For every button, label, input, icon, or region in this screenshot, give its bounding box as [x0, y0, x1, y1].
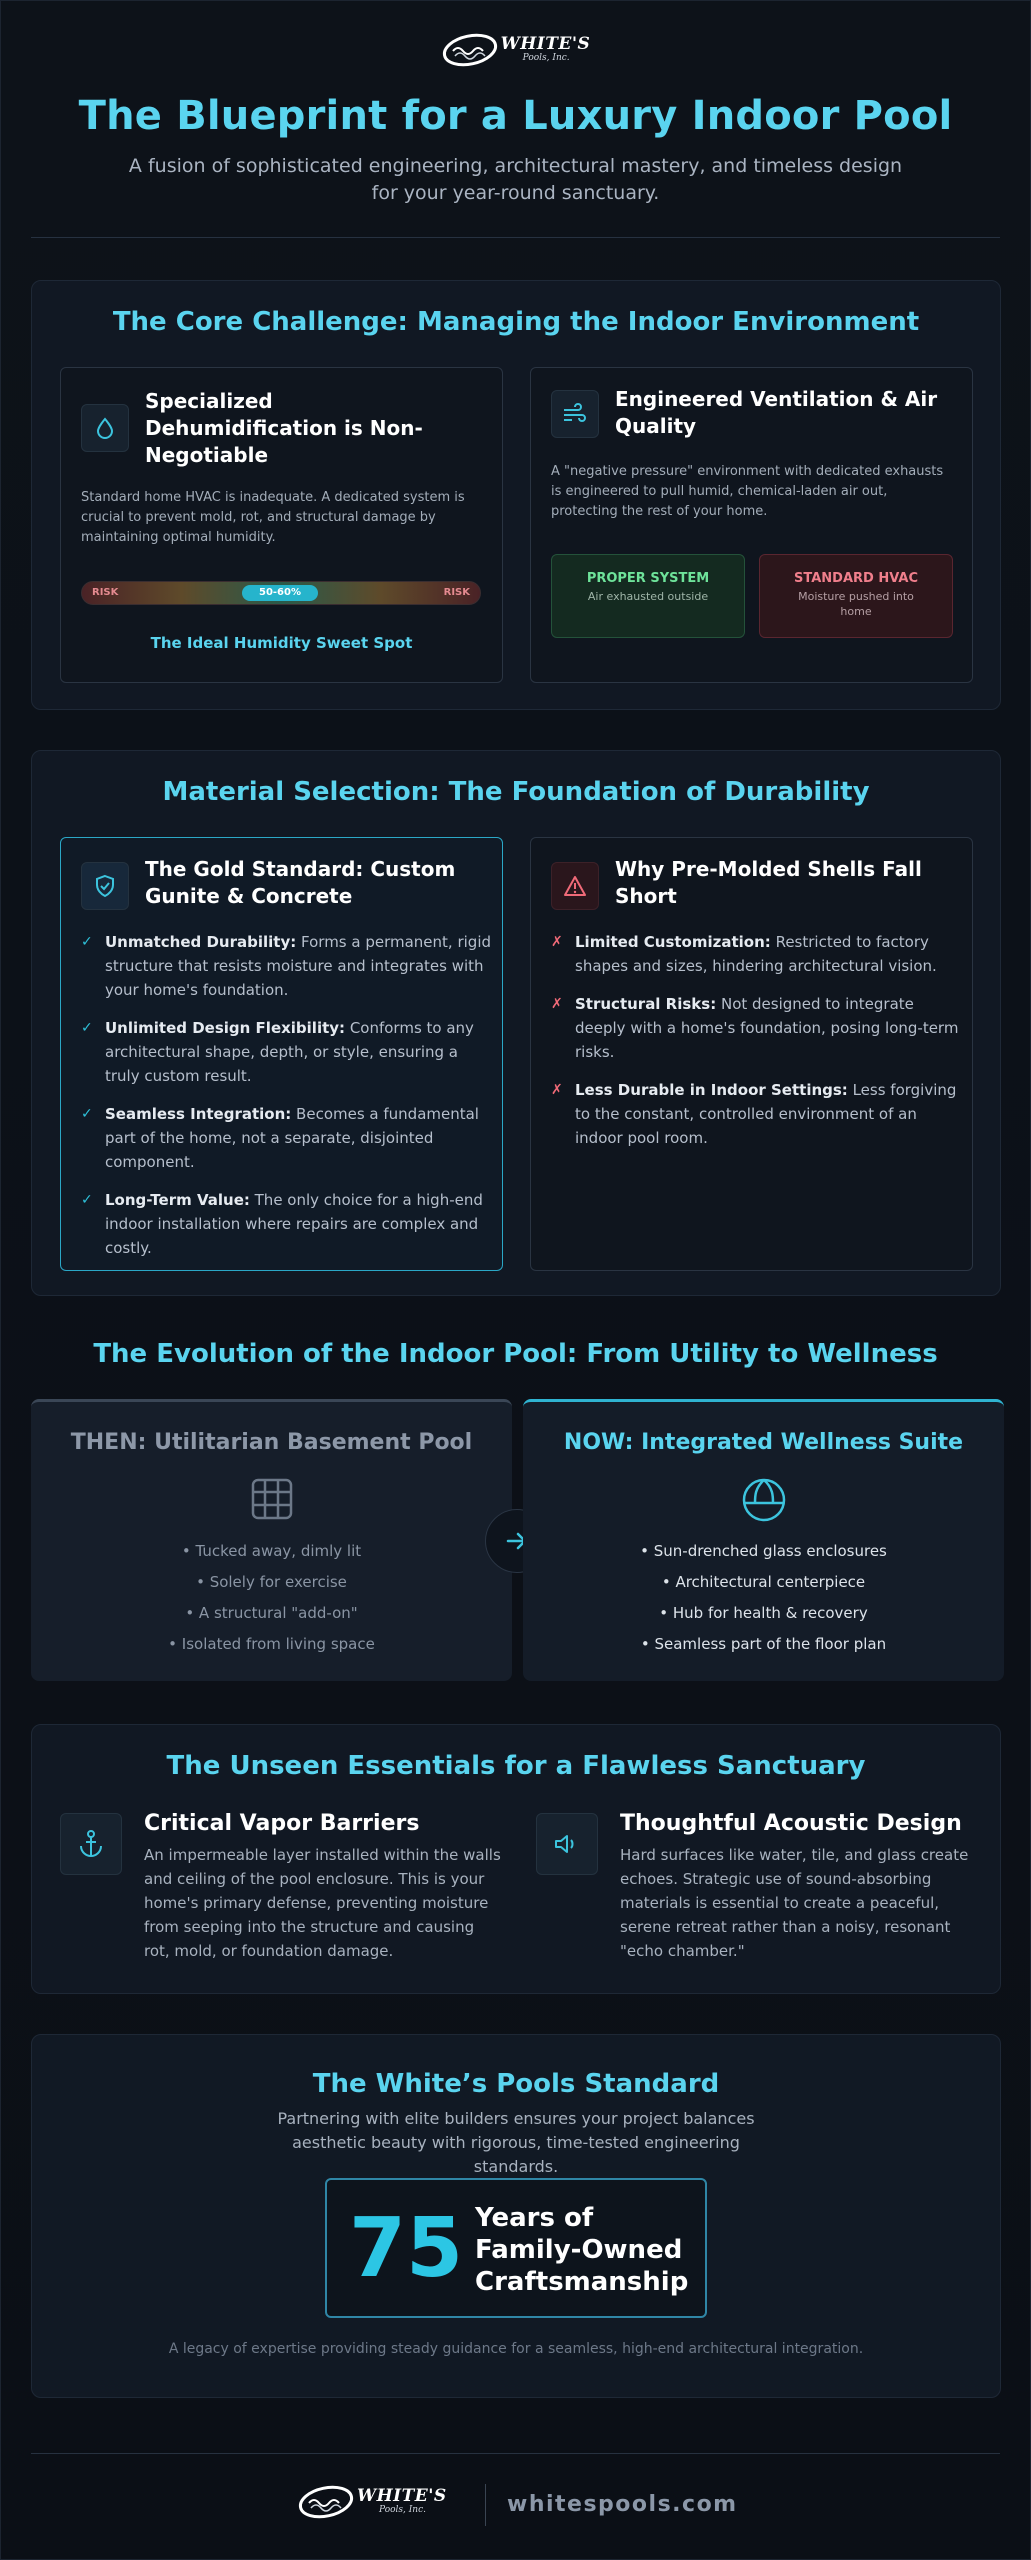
- ventilation-text: A "negative pressure" environment with dedicated exhausts is engineered to pull humid, chemical-laden air out, protecting the rest of your home.: [551, 464, 944, 519]
- dehumidification-title: Specialized Dehumidification is Non-Negotiable: [145, 389, 423, 467]
- pre-molded-card: [530, 837, 973, 1271]
- speaker-icon: [536, 1813, 598, 1875]
- core-challenge-section: [31, 280, 1001, 710]
- essentials-section: [31, 1724, 1001, 1994]
- humidity-gauge: [81, 581, 481, 605]
- list-item: • Solely for exercise: [196, 1573, 347, 1591]
- gold-standard-title: The Gold Standard: Custom Gunite & Concrete: [145, 857, 456, 908]
- acoustic-design-text: Hard surfaces like water, tile, and glass create echoes. Strategic use of sound-absorbing materials is essential to create a peaceful, serene retreat rather than a noisy, resonant "echo chamber.": [620, 1846, 969, 1960]
- proper-system-box: [551, 554, 745, 638]
- header-logo[interactable]: [1, 27, 1030, 71]
- list-item: • A structural "add-on": [185, 1604, 358, 1622]
- humidity-sweet-spot: 50-60%: [242, 585, 318, 601]
- pre-molded-title: Why Pre-Molded Shells Fall Short: [615, 857, 922, 908]
- page-title: The Blueprint for a Luxury Indoor Pool: [78, 93, 953, 139]
- ventilation-title: Engineered Ventilation & Air Quality: [615, 387, 938, 438]
- standard-footnote: A legacy of expertise providing steady guidance for a seamless, high-end architectural integration.: [168, 2341, 864, 2357]
- warning-icon: [551, 862, 599, 910]
- years-label: Years of Family-Owned Craftsmanship: [475, 2203, 689, 2297]
- list-item: ✗ Structural Risks: Not designed to integrate deeply with a home's foundation, posing long-term risks.: [551, 992, 961, 1064]
- list-item: • Sun-drenched glass enclosures: [640, 1542, 887, 1560]
- footer-divider: [31, 2453, 1000, 2454]
- logo-wordmark: WHITE'S: [500, 33, 591, 54]
- materials-title: Material Selection: The Foundation of Durability: [162, 777, 870, 807]
- logo-wordmark: WHITE'S: [357, 2485, 447, 2506]
- list-item: ✓ Seamless Integration: Becomes a fundamental part of the home, not a separate, disjointed component.: [81, 1102, 491, 1174]
- acoustic-design-title: Thoughtful Acoustic Design: [620, 1811, 962, 1836]
- footer-logo[interactable]: [297, 2479, 447, 2523]
- logo-wave-icon: [441, 27, 499, 71]
- list-item: • Seamless part of the floor plan: [640, 1635, 887, 1653]
- standard-title: The White’s Pools Standard: [312, 2069, 720, 2099]
- list-item: ✗ Limited Customization: Restricted to factory shapes and sizes, hindering architectural vision.: [551, 930, 961, 978]
- now-title: NOW: Integrated Wellness Suite: [563, 1430, 964, 1455]
- check-icon: ✓: [81, 1192, 93, 1208]
- x-icon: ✗: [551, 934, 563, 950]
- vapor-barriers-text: An impermeable layer installed within the walls and ceiling of the pool enclosure. This is your home's primary defense, preventing moisture from seeping into the structure and causing rot, mold, or foundation damage.: [144, 1846, 501, 1960]
- list-item: • Tucked away, dimly lit: [181, 1542, 362, 1560]
- list-item: • Isolated from living space: [168, 1635, 375, 1653]
- wind-icon: [551, 390, 599, 438]
- dehumidification-card: [60, 367, 503, 683]
- logo-tagline: Pools, Inc.: [522, 52, 570, 63]
- core-challenge-title: The Core Challenge: Managing the Indoor Environment: [112, 307, 920, 337]
- shield-check-icon: [81, 862, 129, 910]
- list-item: ✓ Unmatched Durability: Forms a permanent, rigid structure that resists moisture and integrates with your home's foundation.: [81, 930, 491, 1002]
- standard-hvac-box: [759, 554, 953, 638]
- risk-label-right: RISK: [443, 587, 470, 598]
- header-divider: [31, 237, 1000, 238]
- standard-text: Partnering with elite builders ensures your project balances aesthetic beauty with rigorous, time-tested engineering standards.: [277, 2109, 755, 2176]
- pre-molded-list: [551, 930, 961, 1164]
- x-icon: ✗: [551, 996, 563, 1012]
- anchor-icon: [60, 1813, 122, 1875]
- list-item: • Architectural centerpiece: [661, 1573, 866, 1591]
- check-icon: ✓: [81, 1106, 93, 1122]
- grid-icon: [31, 1476, 512, 1522]
- evolution-title: The Evolution of the Indoor Pool: From Utility to Wellness: [93, 1339, 938, 1369]
- years-number: 75: [349, 2201, 464, 2296]
- then-title: THEN: Utilitarian Basement Pool: [70, 1430, 473, 1455]
- standard-hvac-text: Moisture pushed into home: [798, 590, 914, 618]
- vapor-barriers-title: Critical Vapor Barriers: [144, 1811, 420, 1836]
- then-list: [31, 1536, 512, 1660]
- gold-standard-card: [60, 837, 503, 1271]
- list-item: • Hub for health & recovery: [659, 1604, 868, 1622]
- years-stat: [325, 2178, 707, 2318]
- page-subtitle: A fusion of sophisticated engineering, architectural mastery, and timeless design for your year-round sanctuary.: [128, 155, 903, 204]
- logo-wave-icon: [297, 2479, 355, 2523]
- now-card: [523, 1399, 1004, 1681]
- ventilation-card: [530, 367, 973, 683]
- water-drop-icon: [81, 404, 129, 452]
- humidity-sweet-spot-label: The Ideal Humidity Sweet Spot: [150, 634, 413, 652]
- now-list: [523, 1536, 1004, 1660]
- gold-standard-list: [81, 930, 491, 1274]
- logo-tagline: Pools, Inc.: [379, 2504, 426, 2515]
- check-icon: ✓: [81, 1020, 93, 1036]
- essentials-title: The Unseen Essentials for a Flawless Sanctuary: [166, 1751, 866, 1781]
- footer-separator: [485, 2484, 486, 2526]
- list-item: ✓ Long-Term Value: The only choice for a high-end indoor installation where repairs are complex and costly.: [81, 1188, 491, 1260]
- dome-icon: [523, 1476, 1004, 1524]
- standard-hvac-title: STANDARD HVAC: [793, 571, 918, 586]
- list-item: ✓ Unlimited Design Flexibility: Conforms to any architectural shape, depth, or style, ensuring a truly custom result.: [81, 1016, 491, 1088]
- website-link[interactable]: whitespools.com: [507, 2492, 738, 2517]
- dehumidification-text: Standard home HVAC is inadequate. A dedicated system is crucial to prevent mold, rot, and structural damage by maintaining optimal humidity.: [81, 490, 465, 545]
- x-icon: ✗: [551, 1082, 563, 1098]
- risk-label-left: RISK: [92, 587, 119, 598]
- proper-system-text: Air exhausted outside: [587, 590, 709, 603]
- then-card: [31, 1399, 512, 1681]
- check-icon: ✓: [81, 934, 93, 950]
- list-item: ✗ Less Durable in Indoor Settings: Less forgiving to the constant, controlled environment of an indoor pool room.: [551, 1078, 961, 1150]
- materials-section: [31, 750, 1001, 1296]
- proper-system-title: PROPER SYSTEM: [586, 571, 710, 586]
